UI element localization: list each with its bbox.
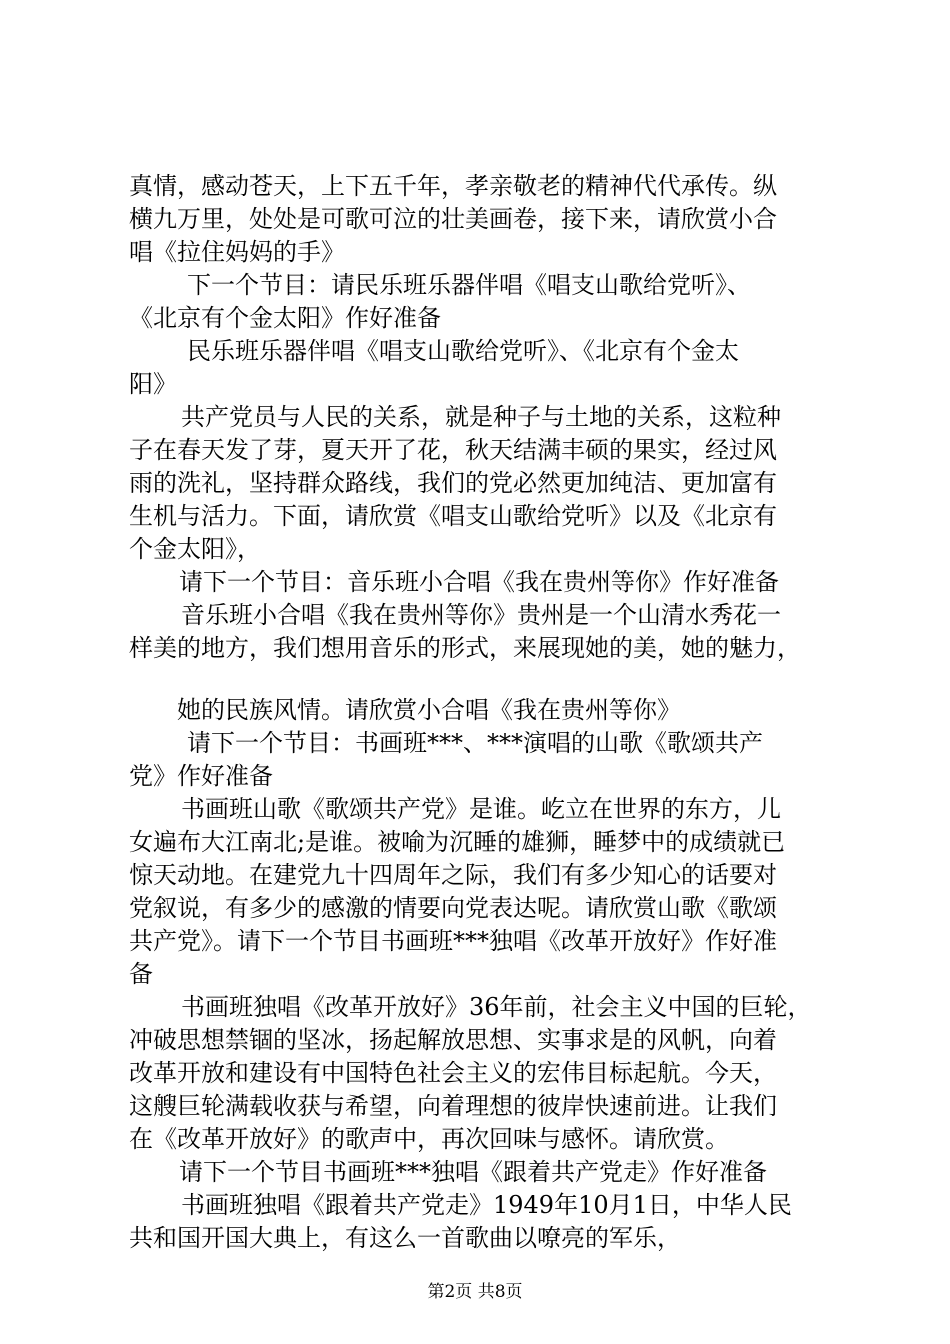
text-line: 共产党员与人民的关系，就是种子与土地的关系，这粒种 bbox=[181, 403, 781, 431]
text-line: 改革开放和建设有中国特色社会主义的宏伟目标起航。今天， bbox=[129, 1059, 777, 1087]
text-line: 备 bbox=[129, 960, 153, 988]
text-line: 冲破思想禁锢的坚冰，扬起解放思想、实事求是的风帆，向着 bbox=[129, 1026, 777, 1054]
document-body bbox=[129, 170, 837, 1255]
text-line: 请下一个节目：音乐班小合唱《我在贵州等你》作好准备 bbox=[179, 568, 779, 596]
text-line: 女遍布大江南北;是谁。被喻为沉睡的雄狮，睡梦中的成绩就已 bbox=[129, 828, 786, 856]
text-line: 在《改革开放好》的歌声中，再次回味与感怀。请欣赏。 bbox=[129, 1125, 729, 1153]
text-line: 下一个节目：请民乐班乐器伴唱《唱支山歌给党听》、 bbox=[187, 271, 751, 299]
text-line: 样美的地方，我们想用音乐的形式，来展现她的美，她的魅力， bbox=[129, 634, 801, 662]
text-line: 雨的洗礼，坚持群众路线，我们的党必然更加纯洁、更加富有 bbox=[129, 469, 777, 497]
text-line: 子在春天发了芽，夏天开了花，秋天结满丰硕的果实，经过风 bbox=[129, 436, 777, 464]
text-line: 书画班山歌《歌颂共产党》是谁。屹立在世界的东方，儿 bbox=[181, 795, 781, 823]
text-line: 党》作好准备 bbox=[129, 762, 273, 790]
text-line: 请下一个节目书画班***独唱《跟着共产党走》作好准备 bbox=[179, 1158, 767, 1186]
text-line: 请下一个节目：书画班***、***演唱的山歌《歌颂共产 bbox=[187, 729, 763, 757]
text-line: 横九万里，处处是可歌可泣的壮美画卷，接下来，请欣赏小合 bbox=[129, 205, 777, 233]
text-line: 她的民族风情。请欣赏小合唱《我在贵州等你》 bbox=[177, 696, 681, 724]
text-line: 真情，感动苍天，上下五千年，孝亲敬老的精神代代承传。纵 bbox=[129, 172, 777, 200]
text-line: 共和国开国大典上，有这么一首歌曲以嘹亮的军乐， bbox=[129, 1224, 681, 1252]
text-line: 唱《拉住妈妈的手》 bbox=[129, 238, 345, 266]
text-line: 共产党》。请下一个节目书画班***独唱《改革开放好》作好准 bbox=[129, 927, 777, 955]
text-line: 党叙说，有多少的感激的情要向党表达呢。请欣赏山歌《歌颂 bbox=[129, 894, 777, 922]
text-line: 《北京有个金太阳》作好准备 bbox=[129, 304, 441, 332]
text-line: 书画班独唱《改革开放好》36年前，社会主义中国的巨轮， bbox=[181, 993, 812, 1021]
text-line: 民乐班乐器伴唱《唱支山歌给党听》、《北京有个金太 bbox=[187, 337, 739, 365]
page-number-label: 第2页 共8页 bbox=[427, 1282, 523, 1302]
text-line: 书画班独唱《跟着共产党走》1949年10月1日，中华人民 bbox=[181, 1191, 792, 1219]
text-line: 生机与活力。下面，请欣赏《唱支山歌给党听》以及《北京有 bbox=[129, 502, 777, 530]
page-footer bbox=[0, 1282, 950, 1302]
text-line: 阳》 bbox=[129, 370, 177, 398]
text-line: 这艘巨轮满载收获与希望，向着理想的彼岸快速前进。让我们 bbox=[129, 1092, 777, 1120]
text-line: 个金太阳》， bbox=[129, 535, 261, 563]
text-line: 惊天动地。在建党九十四周年之际，我们有多少知心的话要对 bbox=[129, 861, 777, 889]
paragraph-gap bbox=[129, 665, 837, 694]
text-line: 音乐班小合唱《我在贵州等你》贵州是一个山清水秀花一 bbox=[181, 601, 781, 629]
